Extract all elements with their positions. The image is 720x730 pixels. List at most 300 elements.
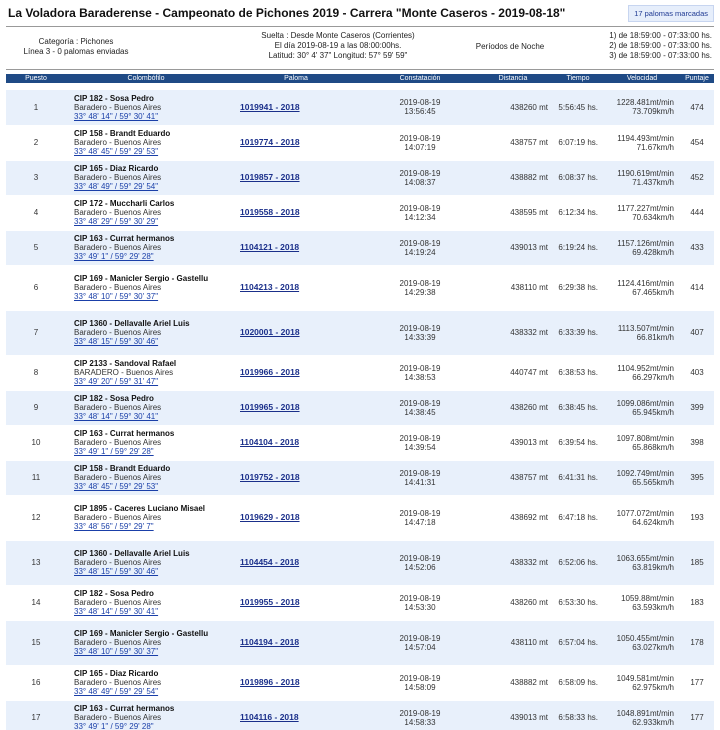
breeder-location: Baradero - Buenos Aires — [74, 713, 162, 722]
breeder-cell — [66, 460, 226, 495]
speed-km-h: 65.945km/h — [632, 407, 674, 417]
pigeon-cell — [226, 125, 366, 160]
table-row — [6, 230, 714, 265]
line-label: Línea 3 - 0 palomas enviadas — [23, 47, 129, 56]
speed-cell — [604, 665, 680, 700]
pigeon-cell — [226, 700, 366, 730]
speed-cell — [604, 265, 680, 310]
flight-time-cell: 6:38:45 hs. — [552, 390, 604, 425]
arrival-cell — [366, 425, 474, 460]
points-cell: 414 — [680, 265, 714, 310]
position-cell: 10 — [6, 425, 66, 460]
race-info-panel — [6, 26, 714, 70]
points-cell: 454 — [680, 125, 714, 160]
arrival-date: 2019-08-19 — [399, 553, 441, 563]
breeder-location: BARADERO - Buenos Aires — [74, 368, 174, 377]
breeder-name: CIP 169 - Manicler Sergio - Gastellu — [74, 629, 209, 638]
breeder-name: CIP 1360 - Dellavalle Ariel Luis — [74, 549, 190, 558]
table-row — [6, 585, 714, 620]
position-cell: 6 — [6, 265, 66, 310]
col-header-distancia[interactable]: Distancia — [474, 74, 552, 83]
breeder-coords-link[interactable]: 33° 48' 10" / 59° 30' 37" — [74, 292, 159, 301]
breeder-coords-link[interactable]: 33° 48' 56" / 59° 29' 7" — [74, 522, 154, 531]
pigeon-cell — [226, 495, 366, 540]
breeder-cell — [66, 585, 226, 620]
flight-time-cell: 6:12:34 hs. — [552, 195, 604, 230]
arrival-cell — [366, 195, 474, 230]
speed-mt-min: 1194.493mt/min — [617, 133, 674, 143]
speed-km-h: 63.027km/h — [632, 642, 674, 652]
breeder-name: CIP 182 - Sosa Pedro — [74, 394, 154, 403]
breeder-coords-link[interactable]: 33° 48' 49" / 59° 29' 54" — [74, 182, 159, 191]
breeder-cell — [66, 90, 226, 125]
breeder-name: CIP 182 - Sosa Pedro — [74, 589, 154, 598]
category-info — [6, 27, 146, 69]
points-cell: 185 — [680, 540, 714, 585]
breeder-name: CIP 165 - Diaz Ricardo — [74, 164, 159, 173]
flight-time-cell: 6:52:06 hs. — [552, 540, 604, 585]
breeder-name: CIP 1895 - Caceres Luciano Misael — [74, 504, 206, 513]
speed-km-h: 65.868km/h — [632, 442, 674, 452]
points-cell: 177 — [680, 665, 714, 700]
arrival-date: 2019-08-19 — [399, 508, 441, 518]
release-place: Suelta : Desde Monte Caseros (Corrientes) — [261, 31, 415, 40]
flight-time-cell: 6:58:33 hs. — [552, 700, 604, 730]
points-cell: 444 — [680, 195, 714, 230]
pigeon-cell — [226, 310, 366, 355]
position-cell: 9 — [6, 390, 66, 425]
breeder-name: CIP 165 - Diaz Ricardo — [74, 669, 159, 678]
flight-time-cell: 6:19:24 hs. — [552, 230, 604, 265]
title-row — [6, 0, 714, 26]
position-cell: 1 — [6, 90, 66, 125]
table-row — [6, 160, 714, 195]
arrival-time: 14:19:24 — [404, 247, 436, 257]
arrival-cell — [366, 310, 474, 355]
pigeon-ring-link[interactable]: 1019752 - 2018 — [240, 472, 300, 482]
points-cell: 193 — [680, 495, 714, 540]
points-cell: 403 — [680, 355, 714, 390]
speed-cell — [604, 620, 680, 665]
pigeon-ring-link[interactable]: 1019558 - 2018 — [240, 207, 300, 217]
breeder-coords-link[interactable]: 33° 48' 15" / 59° 30' 46" — [74, 567, 159, 576]
speed-km-h: 69.428km/h — [632, 247, 674, 257]
flight-time-cell: 6:38:53 hs. — [552, 355, 604, 390]
speed-mt-min: 1228.481mt/min — [616, 98, 674, 108]
release-info — [228, 27, 448, 69]
arrival-time: 14:12:34 — [404, 212, 436, 222]
breeder-location: Baradero - Buenos Aires — [74, 473, 162, 482]
pigeon-ring-link[interactable]: 1104213 - 2018 — [240, 282, 300, 292]
arrival-date: 2019-08-19 — [399, 238, 441, 248]
breeder-location: Baradero - Buenos Aires — [74, 283, 162, 292]
arrival-time: 14:07:19 — [404, 142, 436, 152]
speed-mt-min: 1124.416mt/min — [617, 278, 674, 288]
speed-mt-min: 1099.086mt/min — [616, 398, 674, 408]
table-row — [6, 310, 714, 355]
table-row — [6, 495, 714, 540]
pigeon-ring-link[interactable]: 1019965 - 2018 — [240, 402, 300, 412]
pigeon-ring-link[interactable]: 1019629 - 2018 — [240, 512, 300, 522]
col-header-paloma[interactable]: Paloma — [226, 74, 366, 83]
points-cell: 433 — [680, 230, 714, 265]
flight-time-cell: 6:58:09 hs. — [552, 665, 604, 700]
col-header-tiempo[interactable]: Tiempo — [552, 74, 604, 83]
arrival-cell — [366, 265, 474, 310]
arrival-date: 2019-08-19 — [399, 593, 441, 603]
position-cell: 11 — [6, 460, 66, 495]
night-period: 2) de 18:59:00 - 07:33:00 hs. — [609, 41, 712, 50]
speed-km-h: 67.465km/h — [632, 287, 674, 297]
breeder-name: CIP 182 - Sosa Pedro — [74, 93, 154, 103]
arrival-cell — [366, 125, 474, 160]
arrival-time: 14:52:06 — [404, 562, 436, 572]
col-header-constatacion[interactable]: Constatación — [366, 74, 474, 83]
arrival-cell — [366, 230, 474, 265]
flight-time-cell: 6:07:19 hs. — [552, 125, 604, 160]
breeder-location: Baradero - Buenos Aires — [74, 403, 162, 412]
pigeon-cell — [226, 195, 366, 230]
breeder-coords-link[interactable]: 33° 48' 49" / 59° 29' 54" — [74, 687, 159, 696]
breeder-cell — [66, 195, 226, 230]
speed-cell — [604, 425, 680, 460]
arrival-date: 2019-08-19 — [399, 98, 441, 108]
breeder-coords-link[interactable]: 33° 48' 45" / 59° 29' 53" — [74, 147, 159, 156]
page-title: La Voladora Baraderense - Campeonato de Pichones 2019 - Carrera "Monte Caseros - 2019-08-18" — [8, 6, 566, 20]
flight-time-cell: 6:57:04 hs. — [552, 620, 604, 665]
table-header-row — [6, 74, 714, 83]
breeder-location: Baradero - Buenos Aires — [74, 138, 162, 147]
speed-km-h: 71.67km/h — [636, 142, 674, 152]
position-cell: 7 — [6, 310, 66, 355]
speed-km-h: 66.81km/h — [636, 332, 674, 342]
pigeon-cell — [226, 230, 366, 265]
speed-mt-min: 1104.952mt/min — [617, 363, 674, 373]
speed-km-h: 73.709km/h — [632, 107, 674, 117]
speed-mt-min: 1092.749mt/min — [616, 468, 674, 478]
points-cell: 183 — [680, 585, 714, 620]
arrival-time: 14:33:39 — [404, 332, 436, 342]
breeder-coords-link[interactable]: 33° 48' 14" / 59° 30' 41" — [74, 607, 159, 616]
pigeon-cell — [226, 460, 366, 495]
pigeon-cell — [226, 90, 366, 125]
breeder-cell — [66, 665, 226, 700]
pigeon-cell — [226, 390, 366, 425]
speed-km-h: 63.593km/h — [632, 602, 674, 612]
distance-cell: 438332 mt — [474, 310, 552, 355]
flight-time-cell: 6:08:37 hs. — [552, 160, 604, 195]
breeder-location: Baradero - Buenos Aires — [74, 598, 162, 607]
table-row — [6, 460, 714, 495]
arrival-time: 14:58:09 — [404, 682, 436, 692]
distance-cell: 438595 mt — [474, 195, 552, 230]
col-header-colombofilo[interactable]: Colombófilo — [66, 74, 226, 83]
table-row — [6, 195, 714, 230]
breeder-coords-link[interactable]: 33° 49' 1" / 59° 29' 28" — [74, 722, 154, 730]
table-row — [6, 390, 714, 425]
col-header-puesto[interactable]: Puesto — [6, 74, 66, 83]
table-spacer — [6, 83, 714, 90]
breeder-cell — [66, 700, 226, 730]
flight-time-cell: 6:33:39 hs. — [552, 310, 604, 355]
pigeon-ring-link[interactable]: 1019955 - 2018 — [240, 597, 300, 607]
distance-cell: 438110 mt — [474, 620, 552, 665]
points-cell: 399 — [680, 390, 714, 425]
arrival-time: 14:47:18 — [404, 517, 436, 527]
breeder-name: CIP 158 - Brandt Eduardo — [74, 464, 171, 473]
pigeon-ring-link[interactable]: 1104116 - 2018 — [240, 712, 299, 722]
position-cell: 16 — [6, 665, 66, 700]
breeder-cell — [66, 230, 226, 265]
speed-cell — [604, 460, 680, 495]
speed-mt-min: 1113.507mt/min — [617, 323, 674, 333]
arrival-time: 14:08:37 — [404, 177, 436, 187]
points-cell: 452 — [680, 160, 714, 195]
breeder-name: CIP 172 - Muccharli Carlos — [74, 199, 175, 208]
breeder-name: CIP 163 - Currat hermanos — [74, 234, 175, 243]
arrival-cell — [366, 700, 474, 730]
position-cell: 3 — [6, 160, 66, 195]
pigeon-cell — [226, 160, 366, 195]
breeder-cell — [66, 160, 226, 195]
speed-km-h: 64.624km/h — [632, 517, 674, 527]
speed-mt-min: 1077.072mt/min — [616, 508, 674, 518]
arrival-date: 2019-08-19 — [399, 433, 441, 443]
night-periods-label: Períodos de Noche — [475, 42, 545, 51]
flight-time-cell: 6:53:30 hs. — [552, 585, 604, 620]
speed-mt-min: 1177.227mt/min — [617, 203, 674, 213]
breeder-cell — [66, 425, 226, 460]
points-cell: 177 — [680, 700, 714, 730]
arrival-cell — [366, 390, 474, 425]
release-date: El día 2019-08-19 a las 08:00:00hs. — [274, 41, 402, 50]
table-row — [6, 90, 714, 125]
points-cell: 474 — [680, 90, 714, 125]
results-table — [6, 74, 714, 730]
breeder-name: CIP 158 - Brandt Eduardo — [74, 129, 171, 138]
speed-cell — [604, 195, 680, 230]
distance-cell: 438110 mt — [474, 265, 552, 310]
speed-km-h: 62.975km/h — [632, 682, 674, 692]
breeder-cell — [66, 310, 226, 355]
speed-mt-min: 1050.455mt/min — [616, 633, 674, 643]
pigeon-cell — [226, 425, 366, 460]
distance-cell: 438882 mt — [474, 665, 552, 700]
pigeon-ring-link[interactable]: 1019774 - 2018 — [240, 137, 300, 147]
pigeon-ring-link[interactable]: 1019896 - 2018 — [240, 677, 300, 687]
breeder-location: Baradero - Buenos Aires — [74, 102, 162, 112]
speed-mt-min: 1063.655mt/min — [616, 553, 674, 563]
breeder-location: Baradero - Buenos Aires — [74, 513, 162, 522]
speed-mt-min: 1048.891mt/min — [616, 708, 674, 718]
pigeon-cell — [226, 355, 366, 390]
pigeon-ring-link[interactable]: 1019966 - 2018 — [240, 367, 300, 377]
breeder-coords-link[interactable]: 33° 49' 1" / 59° 29' 28" — [74, 252, 154, 261]
flight-time-cell: 6:47:18 hs. — [552, 495, 604, 540]
speed-mt-min: 1157.126mt/min — [617, 238, 674, 248]
breeder-location: Baradero - Buenos Aires — [74, 558, 162, 567]
table-row — [6, 620, 714, 665]
night-period: 1) de 18:59:00 - 07:33:00 hs. — [609, 31, 712, 40]
speed-cell — [604, 390, 680, 425]
breeder-name: CIP 163 - Currat hermanos — [74, 429, 175, 438]
speed-mt-min: 1059.88mt/min — [621, 593, 674, 603]
speed-cell — [604, 540, 680, 585]
speed-km-h: 70.634km/h — [632, 212, 674, 222]
distance-cell: 439013 mt — [474, 230, 552, 265]
breeder-cell — [66, 620, 226, 665]
arrival-time: 14:39:54 — [404, 442, 436, 452]
pigeon-ring-link[interactable]: 1019857 - 2018 — [240, 172, 300, 182]
breeder-location: Baradero - Buenos Aires — [74, 678, 162, 687]
flight-time-cell: 6:39:54 hs. — [552, 425, 604, 460]
distance-cell: 439013 mt — [474, 425, 552, 460]
speed-km-h: 62.933km/h — [632, 717, 674, 727]
distance-cell: 438692 mt — [474, 495, 552, 540]
arrival-date: 2019-08-19 — [399, 708, 441, 718]
pigeon-ring-link[interactable]: 1104454 - 2018 — [240, 557, 300, 567]
points-cell: 178 — [680, 620, 714, 665]
points-cell: 407 — [680, 310, 714, 355]
position-cell: 13 — [6, 540, 66, 585]
speed-mt-min: 1190.619mt/min — [617, 168, 674, 178]
breeder-coords-link[interactable]: 33° 48' 45" / 59° 29' 53" — [74, 482, 159, 491]
marked-pigeons-badge[interactable]: 17 palomas marcadas — [628, 5, 714, 22]
breeder-name: CIP 169 - Manicler Sergio - Gastellu — [74, 274, 209, 283]
breeder-location: Baradero - Buenos Aires — [74, 638, 162, 647]
points-cell: 398 — [680, 425, 714, 460]
distance-cell: 438757 mt — [474, 125, 552, 160]
speed-cell — [604, 355, 680, 390]
breeder-coords-link[interactable]: 33° 48' 10" / 59° 30' 37" — [74, 647, 159, 656]
breeder-location: Baradero - Buenos Aires — [74, 208, 162, 217]
speed-km-h: 66.297km/h — [632, 372, 674, 382]
position-cell: 15 — [6, 620, 66, 665]
pigeon-ring-link[interactable]: 1020001 - 2018 — [240, 327, 300, 337]
arrival-date: 2019-08-19 — [399, 673, 441, 683]
arrival-date: 2019-08-19 — [399, 133, 441, 143]
position-cell: 5 — [6, 230, 66, 265]
arrival-cell — [366, 90, 474, 125]
distance-cell: 440747 mt — [474, 355, 552, 390]
arrival-cell — [366, 620, 474, 665]
speed-cell — [604, 495, 680, 540]
night-period: 3) de 18:59:00 - 07:33:00 hs. — [609, 51, 712, 60]
pigeon-ring-link[interactable]: 1104194 - 2018 — [240, 637, 300, 647]
speed-cell — [604, 310, 680, 355]
position-cell: 4 — [6, 195, 66, 230]
arrival-time: 14:53:30 — [404, 602, 436, 612]
table-row — [6, 355, 714, 390]
arrival-cell — [366, 460, 474, 495]
col-header-puntaje[interactable]: Puntaje — [680, 74, 714, 83]
pigeon-ring-link[interactable]: 1104121 - 2018 — [240, 242, 300, 252]
position-cell: 12 — [6, 495, 66, 540]
arrival-cell — [366, 355, 474, 390]
distance-cell: 438260 mt — [474, 585, 552, 620]
arrival-time: 13:56:45 — [404, 107, 436, 117]
arrival-date: 2019-08-19 — [399, 323, 441, 333]
speed-mt-min: 1097.808mt/min — [616, 433, 674, 443]
category-label: Categoría : Pichones — [38, 37, 114, 46]
distance-cell: 438260 mt — [474, 390, 552, 425]
arrival-cell — [366, 665, 474, 700]
points-cell: 395 — [680, 460, 714, 495]
arrival-time: 14:38:53 — [404, 372, 436, 382]
results-body — [6, 83, 714, 730]
breeder-coords-link[interactable]: 33° 48' 14" / 59° 30' 41" — [74, 111, 159, 121]
arrival-cell — [366, 160, 474, 195]
speed-km-h: 65.565km/h — [632, 477, 674, 487]
flight-time-cell: 6:41:31 hs. — [552, 460, 604, 495]
speed-mt-min: 1049.581mt/min — [616, 673, 674, 683]
position-cell: 8 — [6, 355, 66, 390]
arrival-cell — [366, 540, 474, 585]
col-header-velocidad[interactable]: Velocidad — [604, 74, 680, 83]
arrival-time: 14:58:33 — [404, 717, 436, 727]
distance-cell: 438260 mt — [474, 90, 552, 125]
breeder-location: Baradero - Buenos Aires — [74, 173, 162, 182]
arrival-time: 14:29:38 — [404, 287, 436, 297]
breeder-cell — [66, 265, 226, 310]
arrival-date: 2019-08-19 — [399, 363, 441, 373]
speed-cell — [604, 160, 680, 195]
position-cell: 14 — [6, 585, 66, 620]
breeder-location: Baradero - Buenos Aires — [74, 438, 162, 447]
speed-km-h: 63.819km/h — [632, 562, 674, 572]
table-row — [6, 125, 714, 160]
arrival-date: 2019-08-19 — [399, 468, 441, 478]
breeder-coords-link[interactable]: 33° 48' 29" / 59° 30' 29" — [74, 217, 159, 226]
arrival-time: 14:57:04 — [404, 642, 436, 652]
pigeon-cell — [226, 585, 366, 620]
pigeon-ring-link[interactable]: 1019941 - 2018 — [240, 101, 300, 112]
table-row — [6, 265, 714, 310]
speed-cell — [604, 585, 680, 620]
pigeon-ring-link[interactable]: 1104104 - 2018 — [240, 437, 300, 447]
table-row — [6, 540, 714, 585]
pigeon-cell — [226, 265, 366, 310]
arrival-time: 14:38:45 — [404, 407, 436, 417]
arrival-date: 2019-08-19 — [399, 278, 441, 288]
distance-cell: 438757 mt — [474, 460, 552, 495]
breeder-location: Baradero - Buenos Aires — [74, 328, 162, 337]
arrival-date: 2019-08-19 — [399, 633, 441, 643]
breeder-coords-link[interactable]: 33° 49' 20" / 59° 31' 47" — [74, 377, 159, 386]
arrival-cell — [366, 495, 474, 540]
breeder-coords-link[interactable]: 33° 48' 14" / 59° 30' 41" — [74, 412, 159, 421]
speed-cell — [604, 230, 680, 265]
arrival-date: 2019-08-19 — [399, 203, 441, 213]
distance-cell: 439013 mt — [474, 700, 552, 730]
speed-cell — [604, 700, 680, 730]
night-periods-list — [570, 27, 714, 69]
breeder-location: Baradero - Buenos Aires — [74, 243, 162, 252]
position-cell: 17 — [6, 700, 66, 730]
speed-cell — [604, 90, 680, 125]
breeder-cell — [66, 495, 226, 540]
distance-cell: 438332 mt — [474, 540, 552, 585]
breeder-coords-link[interactable]: 33° 48' 15" / 59° 30' 46" — [74, 337, 159, 346]
release-coords: Latitud: 30° 4' 37" Longitud: 57° 59' 59" — [268, 51, 408, 60]
flight-time-cell: 5:56:45 hs. — [552, 90, 604, 125]
breeder-cell — [66, 540, 226, 585]
table-row — [6, 665, 714, 700]
table-row — [6, 700, 714, 730]
arrival-time: 14:41:31 — [404, 477, 436, 487]
position-cell: 2 — [6, 125, 66, 160]
breeder-coords-link[interactable]: 33° 49' 1" / 59° 29' 28" — [74, 447, 154, 456]
